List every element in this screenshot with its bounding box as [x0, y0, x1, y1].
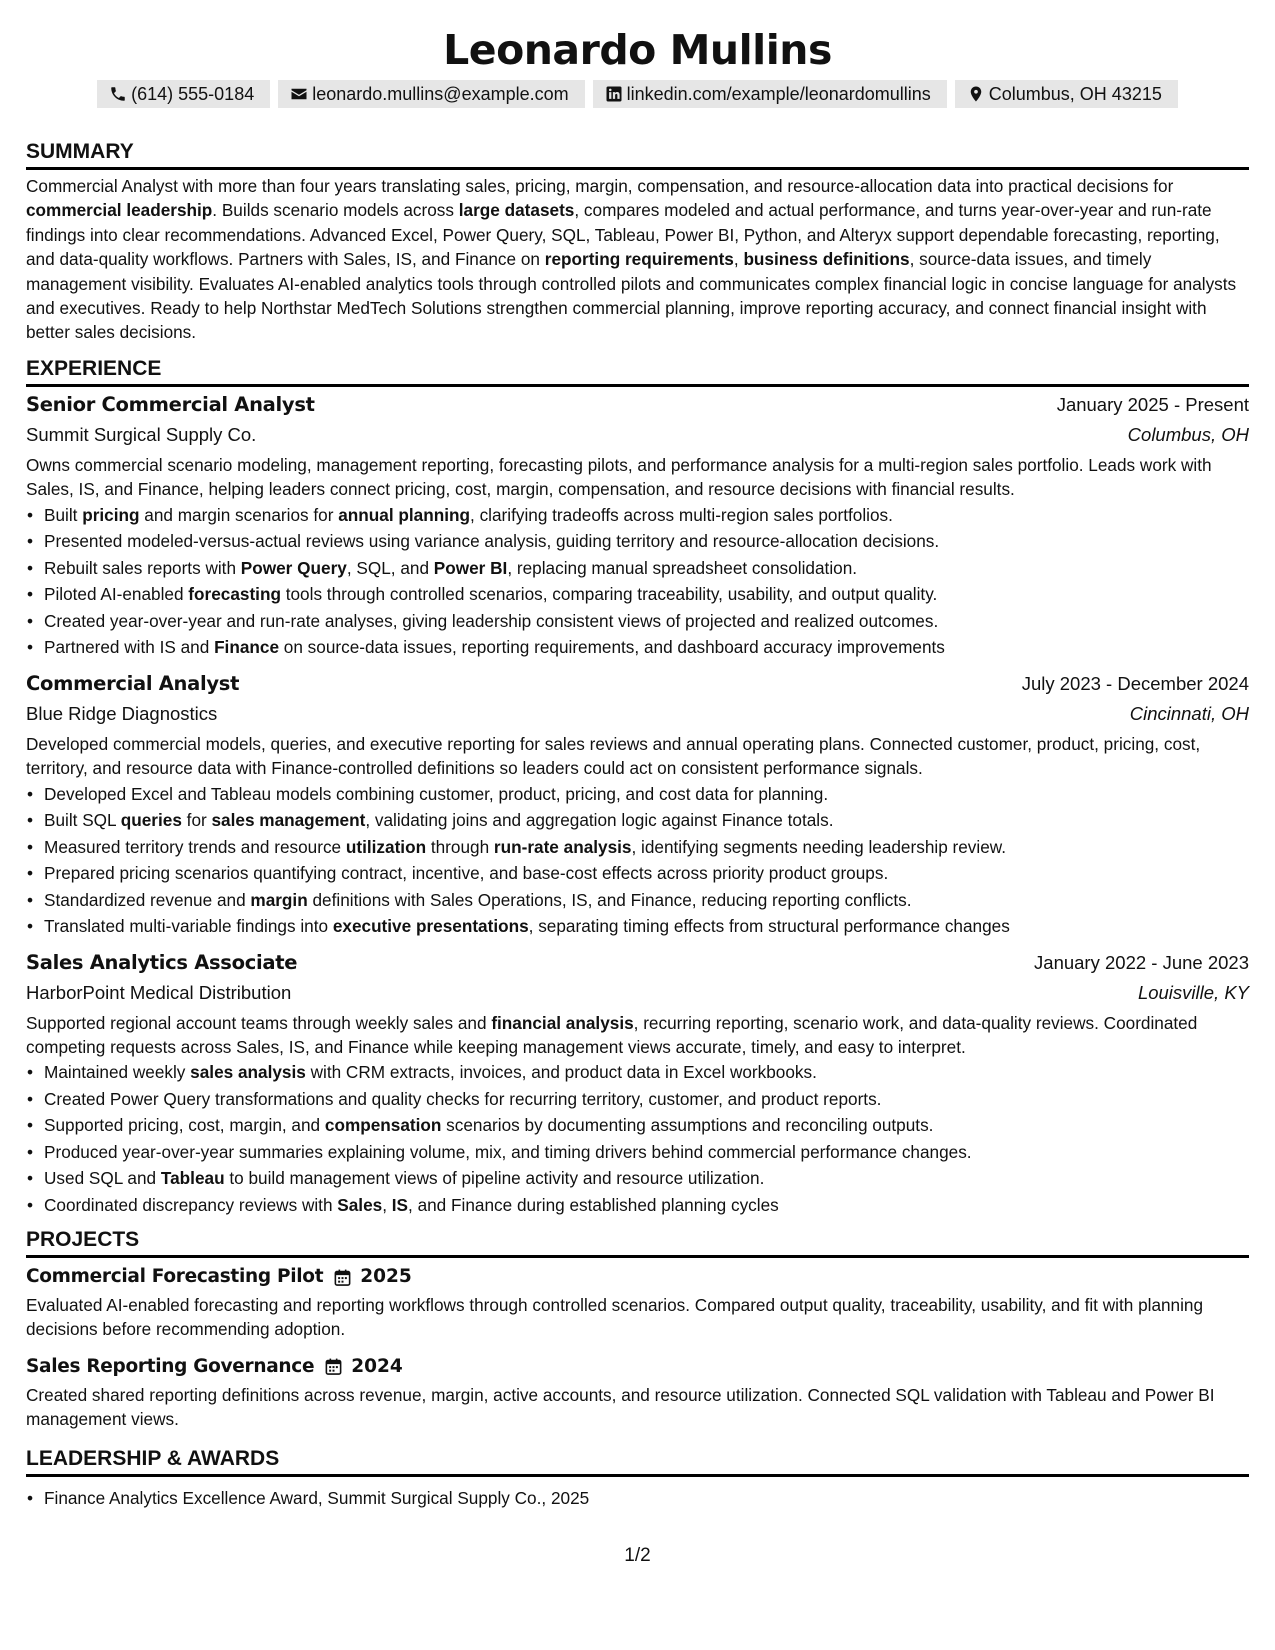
page-number: 1/2 — [624, 1545, 651, 1566]
contact-location — [955, 80, 1178, 108]
experience-section — [26, 355, 1249, 1218]
job-entry — [26, 390, 1249, 661]
bullet-item: • Supported pricing, cost, margin, and compensation scenarios by documenting assumptions and reconciling outputs. — [44, 1112, 1249, 1139]
bullet-item: • Created year-over-year and run-rate analyses, giving leadership consistent views of projected and realized outcomes. — [44, 608, 1249, 635]
phone-text: (614) 555-0184 — [131, 84, 255, 104]
email-text[interactable]: leonardo.mullins@example.com — [312, 84, 569, 104]
bullet-item: • Used SQL and Tableau to build management views of pipeline activity and resource utilization. — [44, 1165, 1249, 1192]
project-entry — [26, 1262, 1249, 1342]
linkedin-icon — [605, 85, 623, 103]
job-description: Owns commercial scenario modeling, management reporting, forecasting pilots, and performance analysis for a multi-region sales portfolio. Leads work with Sales, IS, and Finance, helping leaders connect pricing, cost, margin, compensation, and resource decisions with financial results. — [26, 455, 1212, 500]
contact-linkedin[interactable] — [593, 80, 947, 108]
linkedin-text[interactable]: linkedin.com/example/leonardomullins — [626, 84, 931, 104]
bullet-item: • Measured territory trends and resource utilization through run-rate analysis, identifying segments needing leadership review. — [44, 834, 1249, 861]
job-title: Sales Analytics Associate — [26, 950, 298, 974]
project-entry — [26, 1352, 1249, 1432]
bullet-item: • Translated multi-variable findings into executive presentations, separating timing effects from structural performance changes — [44, 913, 1249, 940]
project-description: Evaluated AI-enabled forecasting and reporting workflows through controlled scenarios. Compared output quality, traceability, usability, and fit with planning decisions before recommending adoption. — [26, 1295, 1204, 1340]
project-title: Commercial Forecasting Pilot — [26, 1266, 324, 1287]
contact-bar — [26, 80, 1249, 108]
job-bullets — [26, 1059, 1249, 1218]
bullet-item: • Developed Excel and Tableau models combining customer, product, pricing, and cost data for planning. — [44, 781, 1249, 808]
job-description: Supported regional account teams through weekly sales and financial analysis, recurring reporting, scenario work, and data-quality reviews. Coordinated competing requests across Sales, IS, and Finance while keeping management views accurate, timely, and easy to interpret. — [26, 1012, 1198, 1058]
job-location: Columbus, OH — [1127, 424, 1249, 445]
bullet-item: • Prepared pricing scenarios quantifying contract, incentive, and base-cost effects across priority product groups. — [44, 860, 1249, 887]
job-dates: July 2023 - December 2024 — [1021, 672, 1249, 694]
job-entry — [26, 948, 1249, 1219]
bullet-item: • Standardized revenue and margin definitions with Sales Operations, IS, and Finance, reducing reporting conflicts. — [44, 887, 1249, 914]
contact-phone — [97, 80, 270, 108]
calendar-icon — [324, 1357, 343, 1376]
project-title: Sales Reporting Governance — [26, 1355, 315, 1377]
section-title: SUMMARY — [26, 138, 1249, 170]
summary-section — [26, 138, 1249, 345]
bullet-item: • Built SQL queries for sales management, validating joins and aggregation logic against Finance totals. — [44, 807, 1249, 834]
job-title: Senior Commercial Analyst — [26, 393, 315, 416]
job-location: Louisville, KY — [1137, 981, 1249, 1003]
phone-icon — [109, 85, 127, 103]
job-title: Commercial Analyst — [26, 671, 240, 695]
bullet-item: • Built pricing and margin scenarios for annual planning, clarifying tradeoffs across multi-region sales portfolios. — [44, 502, 1249, 529]
awards-list — [26, 1485, 1249, 1512]
job-bullets — [26, 781, 1249, 940]
project-description: Created shared reporting definitions across revenue, margin, active accounts, and resource utilization. Connected SQL validation with Tableau and Power BI management views. — [26, 1384, 1215, 1430]
leadership-section — [26, 1445, 1249, 1512]
bullet-item: • Created Power Query transformations and quality checks for recurring territory, customer, and product reports. — [44, 1086, 1249, 1113]
location-text: Columbus, OH 43215 — [988, 84, 1162, 104]
section-title: EXPERIENCE — [26, 355, 1249, 387]
section-title: PROJECTS — [26, 1226, 1249, 1258]
project-year: 2025 — [360, 1266, 412, 1287]
company-name: Summit Surgical Supply Co. — [26, 424, 257, 445]
bullet-item: • Presented modeled-versus-actual reviews using variance analysis, guiding territory and resource-allocation decisions. — [44, 528, 1249, 555]
envelope-icon — [290, 85, 308, 103]
summary-text: Commercial Analyst with more than four years translating sales, pricing, margin, compensation, and resource-allocation data into practical decisions for commercial leadership. Builds scenario models across large datasets, compares modeled and actual performance, and turns year-over-year and run-rate findings into clear recommendations. Advanced Excel, Power Query, SQL, Tableau, Power BI, Python, and Alteryx support dependable forecasting, reporting, and data-quality workflows. Partners with Sales, IS, and Finance on reporting requirements, business definitions, source-data issues, and timely management visibility. Evaluates AI-enabled analytics tools through controlled pilots and communicates complex financial logic in concise language for analysts and executives. Ready to help Northstar MedTech Solutions strengthen commercial planning, improve reporting accuracy, and connect financial insight with better sales decisions. — [26, 176, 1237, 343]
bullet-item: • Coordinated discrepancy reviews with Sales, IS, and Finance during established planning cycles — [44, 1192, 1249, 1219]
location-pin-icon — [967, 85, 985, 103]
section-title: LEADERSHIP & AWARDS — [26, 1445, 1249, 1477]
project-year: 2024 — [351, 1355, 403, 1377]
job-description: Developed commercial models, queries, and executive reporting for sales reviews and annual operating plans. Connected customer, product, pricing, cost, territory, and resource data with Finance-controlled definitions so leaders could act on consistent performance signals. — [26, 733, 1201, 779]
candidate-name: Leonardo Mullins — [443, 26, 832, 74]
company-name: Blue Ridge Diagnostics — [26, 702, 218, 724]
award-item: • Finance Analytics Excellence Award, Summit Surgical Supply Co., 2025 — [44, 1485, 1249, 1512]
calendar-icon — [333, 1268, 352, 1287]
bullet-item: • Rebuilt sales reports with Power Query, SQL, and Power BI, replacing manual spreadsheet consolidation. — [44, 555, 1249, 582]
company-name: HarborPoint Medical Distribution — [26, 981, 292, 1003]
projects-section — [26, 1226, 1249, 1432]
bullet-item: • Piloted AI-enabled forecasting tools through controlled scenarios, comparing traceability, usability, and output quality. — [44, 581, 1249, 608]
job-dates: January 2025 - Present — [1056, 394, 1249, 415]
job-location: Cincinnati, OH — [1129, 702, 1249, 724]
job-bullets — [26, 502, 1249, 661]
contact-email[interactable] — [278, 80, 584, 108]
bullet-item: • Maintained weekly sales analysis with CRM extracts, invoices, and product data in Excel workbooks. — [44, 1059, 1249, 1086]
job-dates: January 2022 - June 2023 — [1034, 951, 1249, 973]
job-entry — [26, 669, 1249, 940]
bullet-item: • Produced year-over-year summaries explaining volume, mix, and timing drivers behind commercial performance changes. — [44, 1139, 1249, 1166]
bullet-item: • Partnered with IS and Finance on source-data issues, reporting requirements, and dashboard accuracy improvements — [44, 634, 1249, 661]
